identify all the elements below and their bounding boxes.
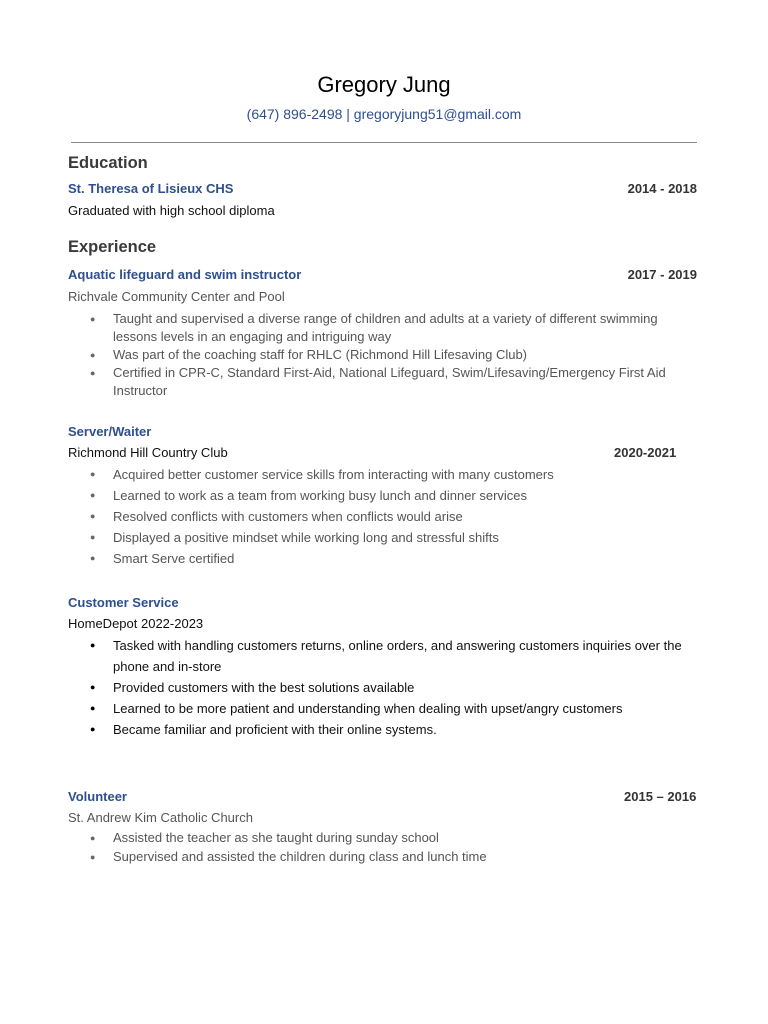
server-org: Richmond Hill Country Club bbox=[68, 445, 228, 460]
volunteer-org: St. Andrew Kim Catholic Church bbox=[68, 810, 253, 825]
list-item: ● Assisted the teacher as she taught during sunday school bbox=[90, 829, 700, 848]
resume-name: Gregory Jung bbox=[317, 72, 451, 97]
server-bullets bbox=[90, 464, 700, 569]
list-item: ● Supervised and assisted the children during class and lunch time bbox=[90, 848, 700, 867]
customer-service-bullets bbox=[90, 635, 700, 740]
customer-service-title: Customer Service bbox=[68, 595, 179, 610]
header-divider bbox=[71, 142, 697, 143]
list-item: ● Was part of the coaching staff for RHLC (Richmond Hill Lifesaving Club) bbox=[90, 346, 700, 364]
list-item: ● Tasked with handling customers returns, online orders, and answering customers inquiries over the phone and in-store bbox=[90, 635, 700, 677]
customer-service-org: HomeDepot 2022-2023 bbox=[68, 616, 204, 631]
education-detail: Graduated with high school diploma bbox=[68, 203, 275, 218]
list-item: ● Displayed a positive mindset while working long and stressful shifts bbox=[90, 527, 700, 548]
contact-info: (647) 896-2498 | gregoryjung51@gmail.com bbox=[246, 106, 522, 122]
lifeguard-title: Aquatic lifeguard and swim instructor bbox=[68, 267, 302, 282]
server-title: Server/Waiter bbox=[68, 424, 152, 439]
education-heading: Education bbox=[68, 154, 148, 172]
volunteer-dates: 2015 – 2016 bbox=[624, 789, 697, 804]
lifeguard-org: Richvale Community Center and Pool bbox=[68, 289, 285, 304]
list-item: ● Certified in CPR-C, Standard First-Aid, National Lifeguard, Swim/Lifesaving/Emergency First Aid Instructor bbox=[90, 364, 700, 400]
list-item: ● Taught and supervised a diverse range of children and adults at a variety of different swimming lessons levels in an engaging and intriguing way bbox=[90, 310, 700, 346]
list-item: ● Became familiar and proficient with their online systems. bbox=[90, 719, 700, 740]
education-school: St. Theresa of Lisieux CHS bbox=[68, 181, 234, 196]
education-dates: 2014 - 2018 bbox=[627, 181, 697, 196]
server-dates: 2020-2021 bbox=[614, 445, 677, 460]
list-item: ● Acquired better customer service skills from interacting with many customers bbox=[90, 464, 700, 485]
lifeguard-dates: 2017 - 2019 bbox=[627, 267, 697, 282]
experience-heading: Experience bbox=[68, 238, 157, 256]
list-item: ● Learned to be more patient and understanding when dealing with upset/angry customers bbox=[90, 698, 700, 719]
lifeguard-bullets bbox=[90, 310, 700, 400]
list-item: ● Smart Serve certified bbox=[90, 548, 700, 569]
list-item: ● Provided customers with the best solutions available bbox=[90, 677, 700, 698]
volunteer-title: Volunteer bbox=[68, 789, 127, 804]
list-item: ● Learned to work as a team from working busy lunch and dinner services bbox=[90, 485, 700, 506]
list-item: ● Resolved conflicts with customers when conflicts would arise bbox=[90, 506, 700, 527]
volunteer-bullets bbox=[90, 829, 700, 866]
